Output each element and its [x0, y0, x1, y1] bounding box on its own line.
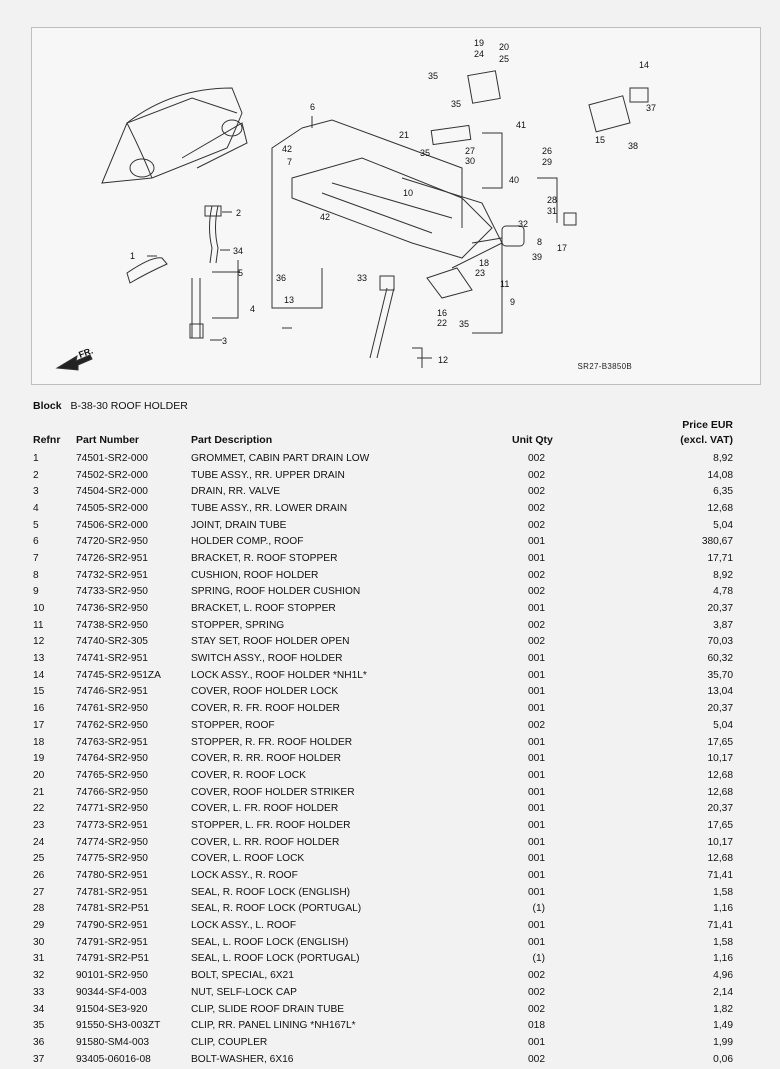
table-row [33, 567, 733, 584]
part-number-cell: 74773-SR2-951 [76, 819, 148, 831]
price-cell: 380,67 [701, 536, 733, 548]
refnr-cell: 10 [33, 603, 45, 615]
table-row [33, 1051, 733, 1068]
part-description-cell: SEAL, L. ROOF LOCK (PORTUGAL) [191, 953, 360, 965]
svg-text:7: 7 [287, 157, 293, 167]
part-description-cell: SWITCH ASSY., ROOF HOLDER [191, 653, 343, 665]
part-description-cell: CUSHION, ROOF HOLDER [191, 569, 319, 581]
part-number-cell: 74502-SR2-000 [76, 469, 148, 481]
unit-qty-cell: 002 [528, 452, 545, 464]
part-number-cell: 74762-SR2-950 [76, 719, 148, 731]
svg-text:19: 19 [474, 38, 485, 48]
part-number-cell: 74763-SR2-951 [76, 736, 148, 748]
part-number-cell: 74741-SR2-951 [76, 653, 148, 665]
part-description-cell: SEAL, L. ROOF LOCK (ENGLISH) [191, 936, 349, 948]
part-description-cell: BOLT-WASHER, 6X16 [191, 1053, 294, 1065]
part-description-cell: GROMMET, CABIN PART DRAIN LOW [191, 452, 370, 464]
header-refnr: Refnr [33, 434, 61, 446]
svg-text:35: 35 [451, 99, 462, 109]
svg-text:40: 40 [509, 175, 520, 185]
svg-text:36: 36 [276, 273, 287, 283]
table-row [33, 750, 733, 767]
part-description-cell: CLIP, COUPLER [191, 1036, 268, 1048]
table-row [33, 617, 733, 634]
part-number-cell: 74771-SR2-950 [76, 803, 148, 815]
svg-text:21: 21 [399, 130, 410, 140]
unit-qty-cell: 001 [528, 736, 545, 748]
part-description-cell: BOLT, SPECIAL, 6X21 [191, 970, 294, 982]
part-description-cell: BRACKET, L. ROOF STOPPER [191, 603, 336, 615]
part-number-cell: 74733-SR2-950 [76, 586, 148, 598]
part-description-cell: STAY SET, ROOF HOLDER OPEN [191, 636, 350, 648]
part-description-cell: NUT, SELF-LOCK CAP [191, 986, 297, 998]
table-row [33, 600, 733, 617]
refnr-cell: 30 [33, 936, 45, 948]
part-number-cell: 74745-SR2-951ZA [76, 669, 161, 681]
table-row [33, 817, 733, 834]
price-cell: 13,04 [707, 686, 733, 698]
part-number-cell: 74732-SR2-951 [76, 569, 148, 581]
part-description-cell: COVER, L. ROOF LOCK [191, 853, 305, 865]
refnr-cell: 32 [33, 970, 45, 982]
refnr-cell: 18 [33, 736, 45, 748]
svg-text:29: 29 [542, 157, 553, 167]
table-row [33, 467, 733, 484]
price-cell: 1,99 [713, 1036, 733, 1048]
drain-tube-upper [210, 206, 213, 263]
svg-text:3: 3 [222, 336, 228, 346]
unit-qty-cell: 001 [528, 1036, 545, 1048]
svg-text:8: 8 [537, 237, 543, 247]
price-cell: 12,68 [707, 853, 733, 865]
price-cell: 1,16 [713, 953, 733, 965]
part-number-cell: 90344-SF4-003 [76, 986, 147, 998]
refnr-cell: 27 [33, 886, 45, 898]
unit-qty-cell: 001 [528, 552, 545, 564]
refnr-cell: 35 [33, 1020, 45, 1032]
price-cell: 17,65 [707, 736, 733, 748]
svg-text:4: 4 [250, 304, 256, 314]
price-cell: 8,92 [713, 452, 733, 464]
unit-qty-cell: 002 [528, 569, 545, 581]
header-price-line2: (excl. VAT) [680, 434, 733, 446]
svg-text:9: 9 [510, 297, 516, 307]
refnr-cell: 14 [33, 669, 45, 681]
table-row [33, 784, 733, 801]
svg-text:13: 13 [284, 295, 295, 305]
part-number-cell: 74791-SR2-951 [76, 936, 148, 948]
exploded-view-drawing [32, 28, 762, 386]
price-cell: 71,41 [707, 870, 733, 882]
refnr-cell: 16 [33, 703, 45, 715]
price-cell: 1,58 [713, 936, 733, 948]
table-row [33, 800, 733, 817]
svg-text:38: 38 [628, 141, 639, 151]
table-row [33, 533, 733, 550]
table-row [33, 767, 733, 784]
part-description-cell: HOLDER COMP., ROOF [191, 536, 304, 548]
part-description-cell: DRAIN, RR. VALVE [191, 486, 281, 498]
price-cell: 6,35 [713, 486, 733, 498]
svg-text:20: 20 [499, 42, 510, 52]
refnr-cell: 34 [33, 1003, 45, 1015]
refnr-cell: 12 [33, 636, 45, 648]
part-number-cell: 90101-SR2-950 [76, 970, 148, 982]
part-number-cell: 93405-06016-08 [76, 1053, 151, 1065]
svg-text:12: 12 [438, 355, 449, 365]
unit-qty-cell: 001 [528, 753, 545, 765]
svg-text:34: 34 [233, 246, 244, 256]
refnr-cell: 29 [33, 920, 45, 932]
part-description-cell: COVER, ROOF HOLDER STRIKER [191, 786, 355, 798]
price-cell: 5,04 [713, 719, 733, 731]
price-cell: 3,87 [713, 619, 733, 631]
refnr-cell: 5 [33, 519, 39, 531]
table-row [33, 500, 733, 517]
part-number-cell: 91580-SM4-003 [76, 1036, 150, 1048]
refnr-cell: 1 [33, 452, 39, 464]
svg-text:35: 35 [459, 319, 470, 329]
unit-qty-cell: 002 [528, 970, 545, 982]
price-cell: 12,68 [707, 769, 733, 781]
price-cell: 4,78 [713, 586, 733, 598]
svg-text:2: 2 [236, 208, 242, 218]
unit-qty-cell: 002 [528, 986, 545, 998]
part-description-cell: TUBE ASSY., RR. UPPER DRAIN [191, 469, 345, 481]
part-number-cell: 74720-SR2-950 [76, 536, 148, 548]
table-row [33, 734, 733, 751]
svg-text:23: 23 [475, 268, 486, 278]
table-row [33, 917, 733, 934]
unit-qty-cell: 001 [528, 920, 545, 932]
part-description-cell: BRACKET, R. ROOF STOPPER [191, 552, 338, 564]
refnr-cell: 24 [33, 836, 45, 848]
table-row [33, 667, 733, 684]
unit-qty-cell: 002 [528, 1003, 545, 1015]
price-cell: 10,17 [707, 836, 733, 848]
block-heading [33, 400, 188, 412]
unit-qty-cell: 002 [528, 719, 545, 731]
table-row [33, 584, 733, 601]
unit-qty-cell: 002 [528, 486, 545, 498]
refnr-cell: 19 [33, 753, 45, 765]
svg-text:24: 24 [474, 49, 485, 59]
part-number-cell: 74504-SR2-000 [76, 486, 148, 498]
part-description-cell: LOCK ASSY., R. ROOF [191, 870, 298, 882]
refnr-cell: 13 [33, 653, 45, 665]
table-row [33, 884, 733, 901]
front-label: FR. [77, 345, 95, 360]
unit-qty-cell: 001 [528, 870, 545, 882]
part-description-cell: JOINT, DRAIN TUBE [191, 519, 287, 531]
block-label: Block [33, 400, 62, 412]
part-number-cell: 74505-SR2-000 [76, 502, 148, 514]
svg-text:42: 42 [320, 212, 331, 222]
part-number-cell: 91550-SH3-003ZT [76, 1020, 161, 1032]
unit-qty-cell: 001 [528, 819, 545, 831]
header-price-line1: Price EUR [682, 419, 733, 431]
refnr-cell: 23 [33, 819, 45, 831]
part-number-cell: 74738-SR2-950 [76, 619, 148, 631]
refnr-cell: 11 [33, 619, 44, 631]
price-cell: 8,92 [713, 569, 733, 581]
unit-qty-cell: 001 [528, 853, 545, 865]
parts-table-body [33, 450, 733, 1067]
part-description-cell: COVER, ROOF HOLDER LOCK [191, 686, 339, 698]
svg-text:39: 39 [532, 252, 543, 262]
svg-text:1: 1 [130, 251, 136, 261]
table-row [33, 867, 733, 884]
part-number-cell: 74506-SR2-000 [76, 519, 148, 531]
part-description-cell: SEAL, R. ROOF LOCK (PORTUGAL) [191, 903, 362, 915]
header-part-number: Part Number [76, 434, 140, 446]
svg-text:15: 15 [595, 135, 606, 145]
part-description-cell: SEAL, R. ROOF LOCK (ENGLISH) [191, 886, 351, 898]
table-row [33, 984, 733, 1001]
parts-diagram [31, 27, 761, 385]
refnr-cell: 3 [33, 486, 39, 498]
svg-text:10: 10 [403, 188, 414, 198]
unit-qty-cell: 001 [528, 669, 545, 681]
unit-qty-cell: 002 [528, 502, 545, 514]
svg-text:25: 25 [499, 54, 510, 64]
unit-qty-cell: 001 [528, 936, 545, 948]
refnr-cell: 6 [33, 536, 39, 548]
drain-tube-lower [192, 278, 200, 338]
unit-qty-cell: 001 [528, 769, 545, 781]
table-row [33, 967, 733, 984]
price-cell: 60,32 [707, 653, 733, 665]
part-description-cell: COVER, R. FR. ROOF HOLDER [191, 703, 340, 715]
price-cell: 12,68 [707, 502, 733, 514]
unit-qty-cell: 002 [528, 586, 545, 598]
part-description-cell: LOCK ASSY., ROOF HOLDER *NH1L* [191, 669, 367, 681]
refnr-cell: 17 [33, 719, 45, 731]
refnr-cell: 22 [33, 803, 45, 815]
refnr-cell: 2 [33, 469, 39, 481]
refnr-cell: 37 [33, 1053, 45, 1065]
part-description-cell: COVER, R. ROOF LOCK [191, 769, 306, 781]
table-row [33, 934, 733, 951]
header-price [680, 418, 733, 448]
refnr-cell: 36 [33, 1036, 45, 1048]
unit-qty-cell: 001 [528, 836, 545, 848]
table-row [33, 550, 733, 567]
price-cell: 71,41 [707, 920, 733, 932]
table-row [33, 851, 733, 868]
price-cell: 12,68 [707, 786, 733, 798]
price-cell: 5,04 [713, 519, 733, 531]
block-title: ROOF HOLDER [110, 400, 188, 412]
roof-stay [370, 288, 394, 358]
unit-qty-cell: (1) [532, 903, 545, 915]
table-row [33, 517, 733, 534]
table-row [33, 951, 733, 968]
part-description-cell: STOPPER, ROOF [191, 719, 275, 731]
unit-qty-cell: 001 [528, 703, 545, 715]
svg-text:35: 35 [428, 71, 439, 81]
part-description-cell: COVER, L. RR. ROOF HOLDER [191, 836, 340, 848]
part-description-cell: CLIP, RR. PANEL LINING *NH167L* [191, 1020, 356, 1032]
table-row [33, 901, 733, 918]
price-cell: 1,49 [713, 1020, 733, 1032]
table-row [33, 1001, 733, 1018]
unit-qty-cell: 018 [528, 1020, 545, 1032]
refnr-cell: 31 [33, 953, 45, 965]
price-cell: 14,08 [707, 469, 733, 481]
table-row [33, 834, 733, 851]
table-row [33, 700, 733, 717]
unit-qty-cell: 001 [528, 603, 545, 615]
svg-text:17: 17 [557, 243, 568, 253]
part-number-cell: 74761-SR2-950 [76, 703, 148, 715]
unit-qty-cell: 001 [528, 653, 545, 665]
part-number-cell: 74766-SR2-950 [76, 786, 148, 798]
svg-text:16: 16 [437, 308, 448, 318]
refnr-cell: 7 [33, 552, 39, 564]
refnr-cell: 28 [33, 903, 45, 915]
part-description-cell: TUBE ASSY., RR. LOWER DRAIN [191, 502, 348, 514]
part-number-cell: 74781-SR2-P51 [76, 903, 150, 915]
part-description-cell: LOCK ASSY., L. ROOF [191, 920, 297, 932]
table-row [33, 650, 733, 667]
svg-text:18: 18 [479, 258, 490, 268]
price-cell: 4,96 [713, 970, 733, 982]
svg-text:33: 33 [357, 273, 368, 283]
part-number-cell: 74790-SR2-951 [76, 920, 148, 932]
svg-text:11: 11 [500, 279, 510, 289]
part-number-cell: 74746-SR2-951 [76, 686, 148, 698]
refnr-cell: 4 [33, 502, 39, 514]
unit-qty-cell: 002 [528, 1053, 545, 1065]
price-cell: 35,70 [707, 669, 733, 681]
header-part-description: Part Description [191, 434, 273, 446]
table-row [33, 450, 733, 467]
svg-text:22: 22 [437, 318, 448, 328]
table-row [33, 1017, 733, 1034]
price-cell: 70,03 [707, 636, 733, 648]
header-unit-qty: Unit Qty [512, 434, 553, 446]
refnr-cell: 15 [33, 686, 45, 698]
svg-text:42: 42 [282, 144, 293, 154]
unit-qty-cell: (1) [532, 953, 545, 965]
price-cell: 0,06 [713, 1053, 733, 1065]
svg-text:32: 32 [518, 219, 529, 229]
svg-text:41: 41 [516, 120, 527, 130]
part-description-cell: SPRING, ROOF HOLDER CUSHION [191, 586, 361, 598]
part-description-cell: STOPPER, R. FR. ROOF HOLDER [191, 736, 353, 748]
price-cell: 17,71 [707, 552, 733, 564]
refnr-cell: 33 [33, 986, 45, 998]
unit-qty-cell: 002 [528, 619, 545, 631]
part-description-cell: COVER, R. RR. ROOF HOLDER [191, 753, 341, 765]
unit-qty-cell: 001 [528, 686, 545, 698]
svg-text:14: 14 [639, 60, 650, 70]
price-cell: 1,58 [713, 886, 733, 898]
part-number-cell: 74791-SR2-P51 [76, 953, 150, 965]
part-number-cell: 74781-SR2-951 [76, 886, 148, 898]
part-description-cell: CLIP, SLIDE ROOF DRAIN TUBE [191, 1003, 345, 1015]
unit-qty-cell: 001 [528, 803, 545, 815]
price-cell: 20,37 [707, 703, 733, 715]
price-cell: 20,37 [707, 803, 733, 815]
table-row [33, 684, 733, 701]
refnr-cell: 26 [33, 870, 45, 882]
block-code: B-38-30 [70, 400, 108, 412]
table-row [33, 483, 733, 500]
part-number-cell: 74764-SR2-950 [76, 753, 148, 765]
svg-text:35: 35 [420, 148, 431, 158]
diagram-code: SR27-B3850B [577, 362, 632, 371]
svg-text:30: 30 [465, 156, 476, 166]
part-number-cell: 74501-SR2-000 [76, 452, 148, 464]
svg-text:6: 6 [310, 102, 316, 112]
part-number-cell: 74765-SR2-950 [76, 769, 148, 781]
part-number-cell: 74726-SR2-951 [76, 552, 148, 564]
svg-text:37: 37 [646, 103, 657, 113]
part-number-cell: 74774-SR2-950 [76, 836, 148, 848]
svg-text:28: 28 [547, 195, 558, 205]
unit-qty-cell: 001 [528, 886, 545, 898]
part-number-cell: 91504-SE3-920 [76, 1003, 148, 1015]
part-number-cell: 74775-SR2-950 [76, 853, 148, 865]
table-row [33, 634, 733, 651]
svg-text:5: 5 [238, 268, 244, 278]
svg-text:27: 27 [465, 146, 476, 156]
svg-text:31: 31 [547, 206, 558, 216]
refnr-cell: 21 [33, 786, 45, 798]
part-description-cell: STOPPER, SPRING [191, 619, 285, 631]
price-cell: 1,82 [713, 1003, 733, 1015]
price-cell: 1,16 [713, 903, 733, 915]
refnr-cell: 25 [33, 853, 45, 865]
refnr-cell: 8 [33, 569, 39, 581]
part-number-cell: 74740-SR2-305 [76, 636, 148, 648]
unit-qty-cell: 002 [528, 636, 545, 648]
price-cell: 17,65 [707, 819, 733, 831]
price-cell: 10,17 [707, 753, 733, 765]
unit-qty-cell: 001 [528, 786, 545, 798]
unit-qty-cell: 001 [528, 536, 545, 548]
part-description-cell: STOPPER, L. FR. ROOF HOLDER [191, 819, 351, 831]
refnr-cell: 20 [33, 769, 45, 781]
svg-text:26: 26 [542, 146, 553, 156]
table-row [33, 1034, 733, 1051]
price-cell: 20,37 [707, 603, 733, 615]
parts-table [33, 450, 733, 1067]
part-number-cell: 74736-SR2-950 [76, 603, 148, 615]
refnr-cell: 9 [33, 586, 39, 598]
unit-qty-cell: 002 [528, 469, 545, 481]
part-description-cell: COVER, L. FR. ROOF HOLDER [191, 803, 339, 815]
part-number-cell: 74780-SR2-951 [76, 870, 148, 882]
price-cell: 2,14 [713, 986, 733, 998]
unit-qty-cell: 002 [528, 519, 545, 531]
table-row [33, 717, 733, 734]
